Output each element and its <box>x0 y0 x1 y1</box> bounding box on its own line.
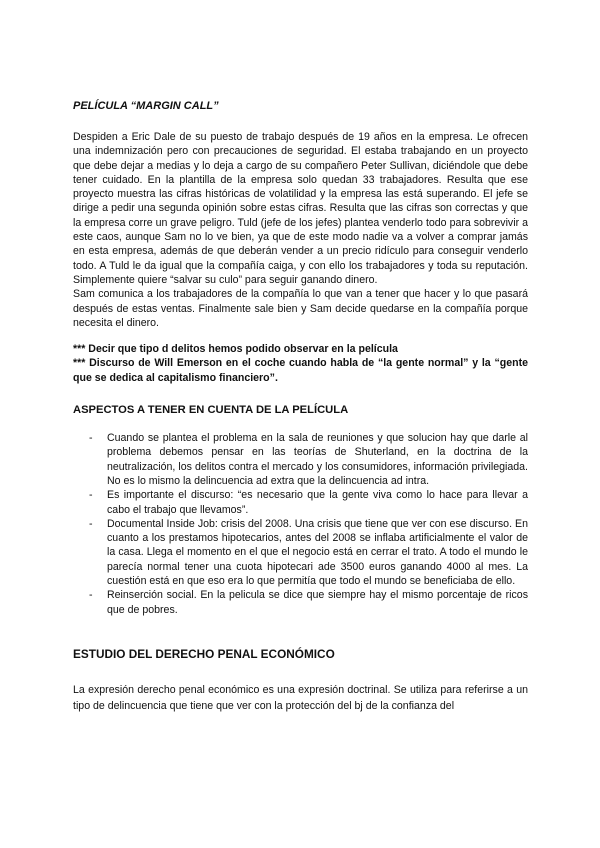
bullet-item <box>89 588 528 617</box>
section-paragraph: La expresión derecho penal económico es una expresión doctrinal. Se utiliza para referirse a un tipo de delincuencia que tiene que ver con la protección del bj de la confianza del <box>73 683 528 713</box>
bold-notes <box>73 342 528 385</box>
bullet-item <box>89 431 528 488</box>
section-heading-aspectos: ASPECTOS A TENER EN CUENTA DE LA PELÍCULA <box>73 404 349 417</box>
bullet-dash: - <box>89 517 93 530</box>
bold-note: *** Discurso de Will Emerson en el coche cuando habla de “la gente normal” y la “gente que se dedica al capitalismo financiero”. <box>73 357 528 384</box>
section-heading-derecho-penal: ESTUDIO DEL DERECHO PENAL ECONÓMICO <box>73 646 335 661</box>
bullet-text: Es importante el discurso: “es necesario que la gente viva como lo hace para llevar a cabo el trabajo que llevamos”. <box>107 489 528 516</box>
bullet-list <box>73 431 528 617</box>
bullet-dash: - <box>89 432 93 445</box>
bullet-item <box>89 488 528 517</box>
page-title: PELÍCULA “MARGIN CALL” <box>73 100 219 112</box>
intro-paragraph: Despiden a Eric Dale de su puesto de trabajo después de 19 años en la empresa. Le ofrecen una indemnización pero con precauciones de seguridad. El estaba trabajando en un proyecto que debe dejar a medias y lo deja a cargo de su compañero Peter Sullivan, diciéndole que debe tener cuidado. En la plantilla de la empresa solo quedan 33 trabajadores. Resulta que ese proyecto muestra las cifras históricas de volatilidad y la empresa las está superando. El jefe se dirige a pedir una segunda opinión sobre estas cifras. Resulta que las cifras son correctas y que la empresa corre un grave peligro. Tuld (jefe de los jefes) plantea venderlo todo para sobrevivir a este caos, aunque Sam no lo ve bien, ya que de este modo nadie va a volver a comprar jamás en esta empresa, además de que deberán vender a un precio ridículo para conseguir venderlo todo. A Tuld le da igual que la compañía caiga, y con ello los trabajadores y toda su reputación. Simplemente quiere “salvar su culo” para seguir ganando dinero. <box>73 131 528 286</box>
intro-paragraph: Sam comunica a los trabajadores de la compañía lo que van a tener que hacer y lo que pasará después de estas ventas. Finalmente sale bien y Sam decide quedarse en la compañía porque necesita el dinero. <box>73 288 528 329</box>
bullet-text: Documental Inside Job: crisis del 2008. Una crisis que tiene que ver con ese discurso. En cuanto a los prestamos hipotecarios, antes del 2008 se inflaba artificialmente el valor de la casa. Llega el momento en el que el negocio está en cerrar el trato. A todo el mundo le parecía normal tener una cuota hipotecari ade 3500 euros ganando 4000 al mes. La cuestión está en que eso era lo que permitía que todo el mundo se beneficiaba de ello. <box>107 517 528 588</box>
bullet-dash: - <box>89 489 93 502</box>
bullet-dash: - <box>89 589 93 602</box>
bullet-text: Reinserción social. En la pelicula se dice que siempre hay el mismo porcentaje de ricos que de pobres. <box>107 589 528 616</box>
bullet-text: Cuando se plantea el problema en la sala de reuniones y que solucion hay que darle al problema debemos pensar en las teorías de Shuterland, en la doctrina de la neutralización, los delitos contra el mercado y los consumidores, información privilegiada. No es lo mismo la delincuencia ad extra que la delincuencia ad intra. <box>107 432 528 487</box>
bullet-item <box>89 517 528 588</box>
document-content <box>73 100 528 715</box>
bold-note: *** Decir que tipo d delitos hemos podido observar en la película <box>73 343 398 356</box>
